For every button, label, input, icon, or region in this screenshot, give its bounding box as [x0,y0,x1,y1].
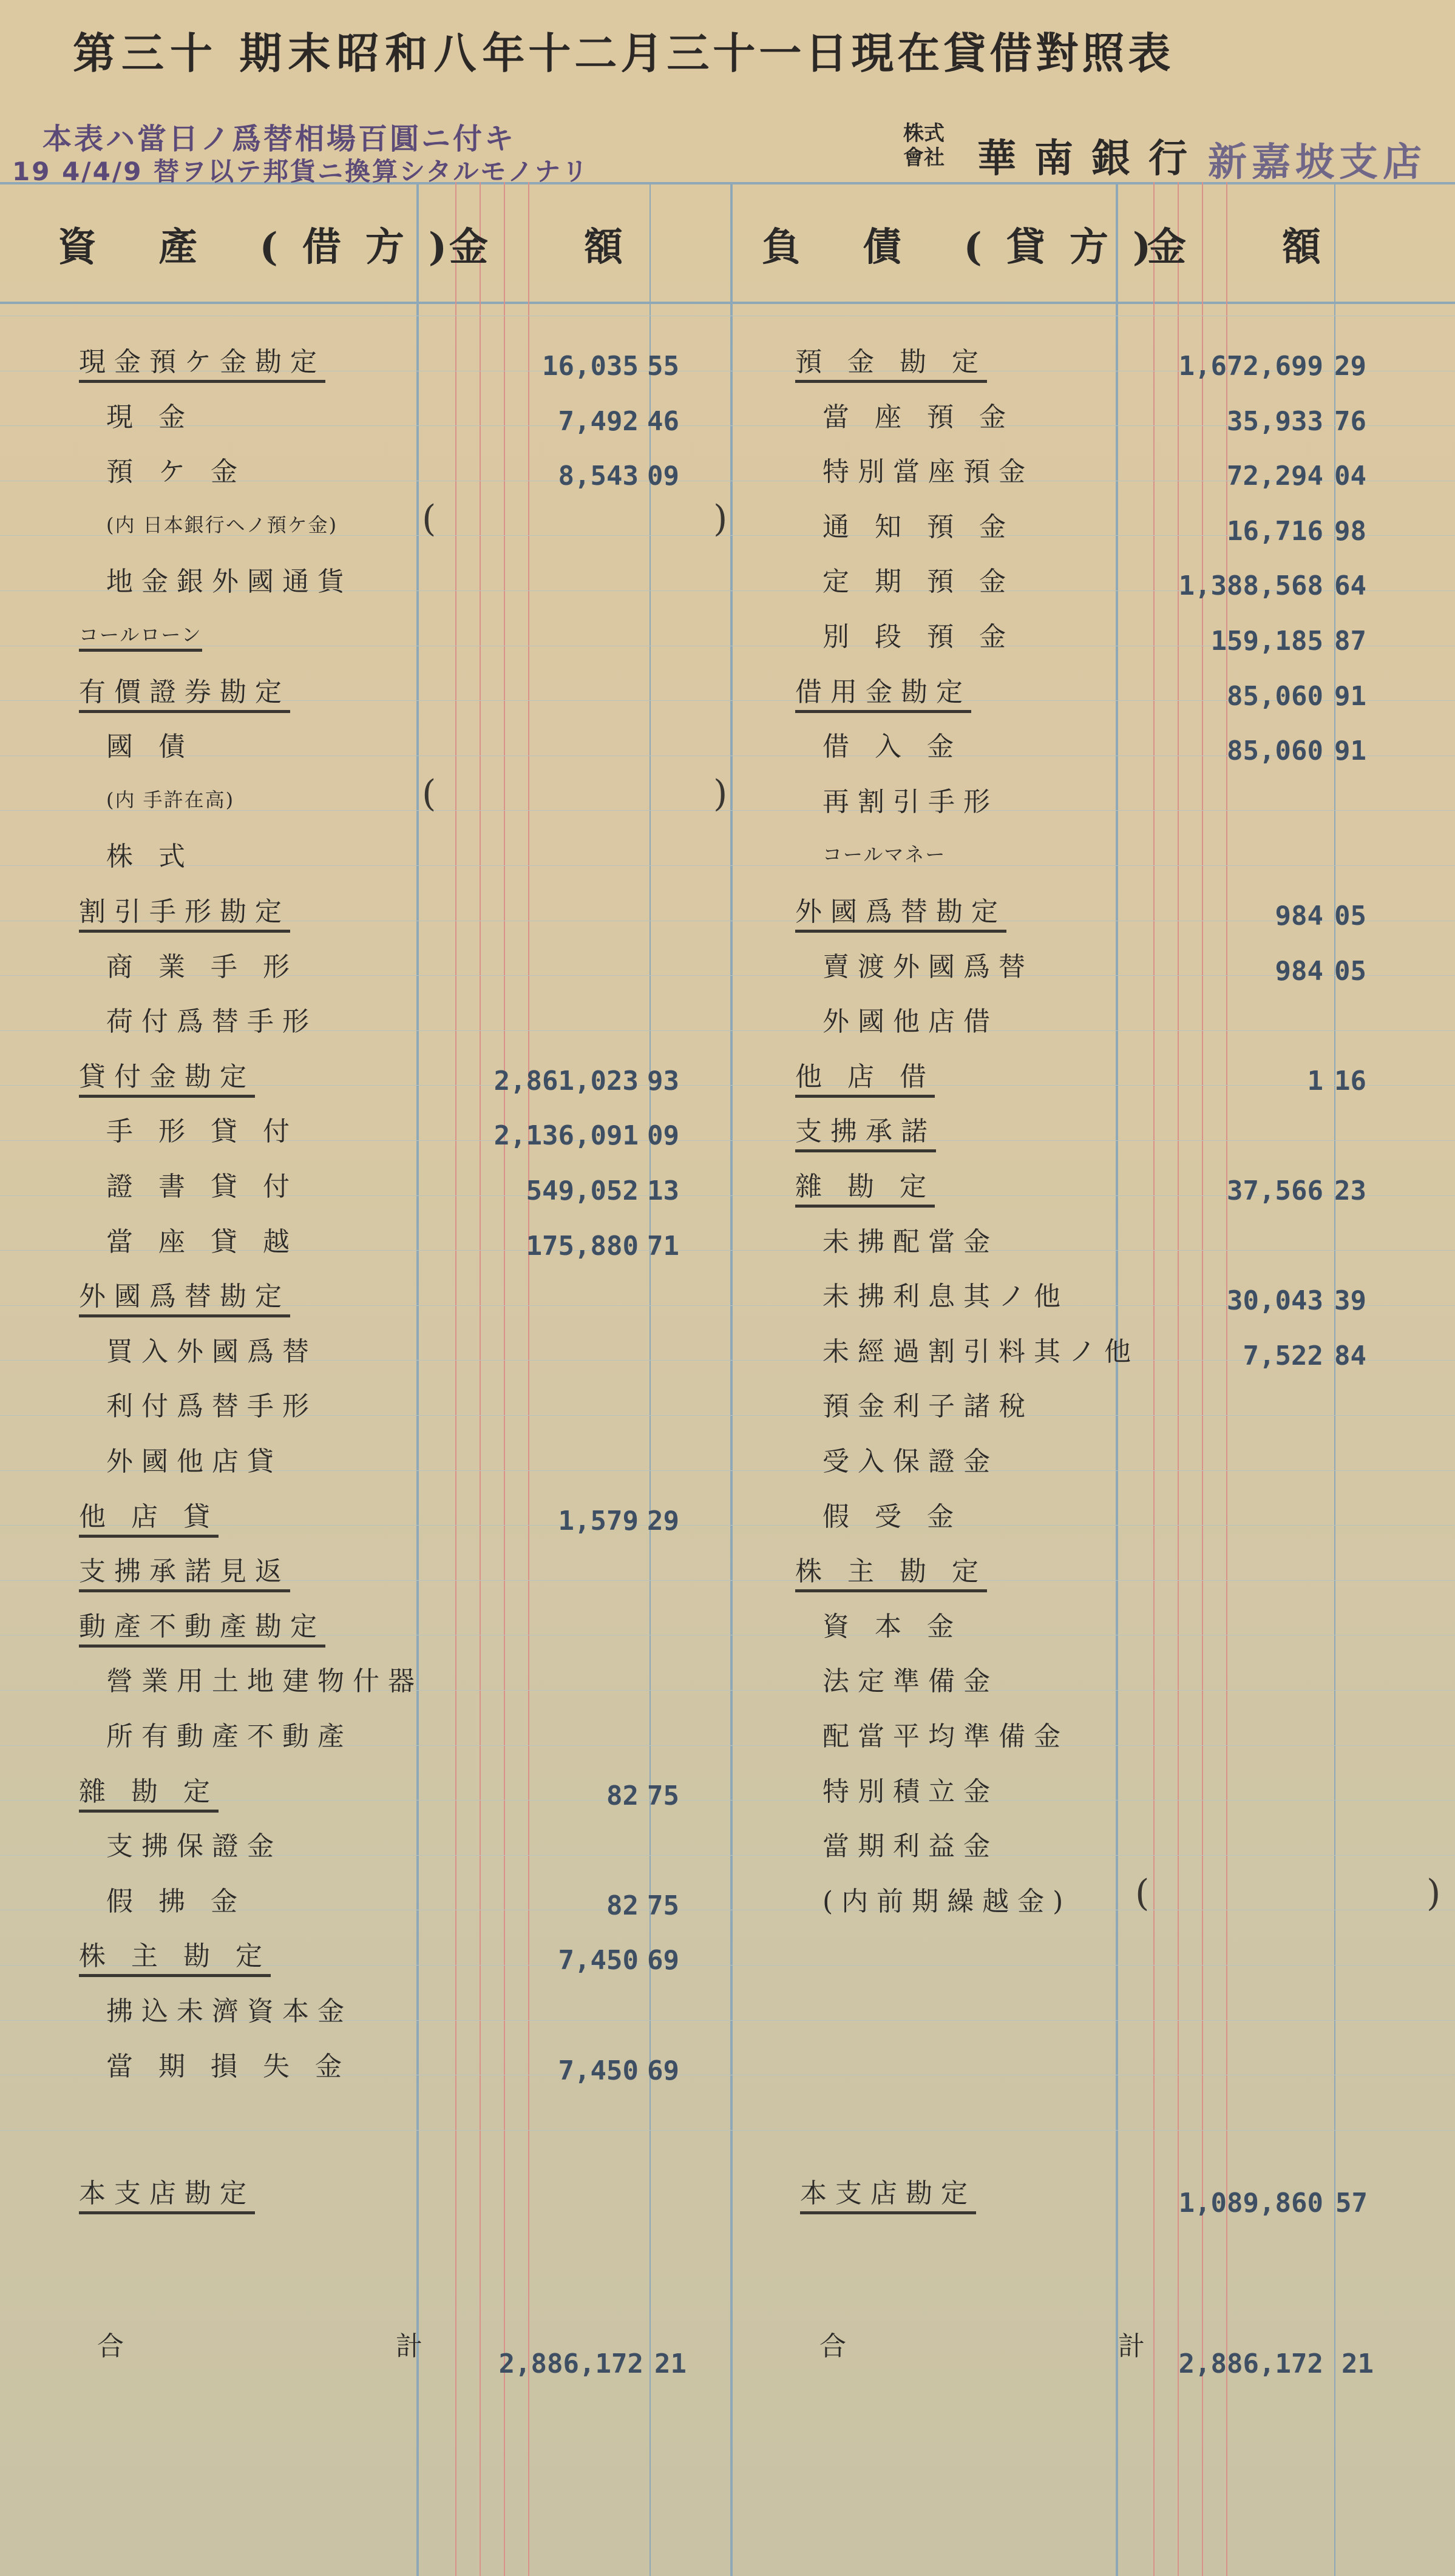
assets-branch-label: 本支店勘定 [79,2171,255,2214]
liabilities-total-label: 合 計 [819,2331,1218,2362]
assets-item-yen: 549,052 [526,1175,639,1206]
assets-item-yen: 2,861,023 [493,1065,639,1097]
row-rule [0,865,1455,866]
header-bottom-rule [0,302,1455,304]
open-paren: ( [422,772,436,815]
assets-item-label: 當 座 貸 越 [106,1226,298,1257]
assets-item-label: 假 拂 金 [106,1885,246,1917]
assets-item-label: 他 店 貸 [79,1495,219,1538]
assets-item-yen: 7,450 [558,2055,639,2086]
liabilities-item-label: 再割引手形 [822,786,999,817]
liabilities-item-sen: 91 [1334,735,1366,767]
col-divider [730,182,733,2576]
exchange-note-line2: 19 4/4/9 替ヲ以テ邦貨ニ換算シタルモノナリ [12,157,589,186]
assets-item-label: 現 金 [106,401,194,433]
liabilities-item-label: 他 店 借 [795,1055,935,1098]
assets-total-sen: 21 [654,2348,687,2379]
assets-item-sen: 46 [647,405,679,437]
col-rule-red [455,182,456,2576]
assets-item-label: 支拂承諾見返 [79,1549,290,1592]
liabilities-item-yen: 85,060 [1227,735,1323,767]
assets-item-label: 割引手形勘定 [79,890,290,933]
liabilities-item-label: 預 金 勘 定 [795,340,987,383]
liabilities-item-label: 資 本 金 [822,1611,962,1642]
title-part: 年十二月三十一日現在貸借對照表 [482,28,1175,78]
assets-item-sen: 69 [647,2055,679,2086]
assets-item-label: 支拂保證金 [106,1831,282,1862]
liabilities-item-label: 支拂承諾 [795,1109,936,1152]
liabilities-item-yen: 35,933 [1227,405,1323,437]
liabilities-item-label: 受入保證金 [822,1446,999,1477]
assets-item-label: 國 債 [106,731,194,763]
title-part: 第三十 期末昭和 [73,28,434,78]
assets-item-label: (内 手許在高) [106,788,235,811]
assets-item-yen: 1,579 [558,1505,639,1536]
assets-item-yen: 7,450 [558,1945,639,1976]
liabilities-item-label: 定 期 預 金 [822,566,1014,598]
liabilities-item-label: 別 段 預 金 [822,621,1014,652]
liabilities-item-label: 借 入 金 [822,731,962,763]
liabilities-header: 負 債 (貸方) [762,225,1176,270]
assets-item-sen: 13 [647,1175,679,1206]
assets-item-sen: 29 [647,1505,679,1536]
liabilities-item-sen: 39 [1334,1285,1366,1317]
col-rule-yen-sen [649,182,651,2576]
assets-amount-header: 金 額 [449,225,629,270]
open-paren: ( [1135,1871,1150,1915]
assets-item-label: 證 書 貸 付 [106,1171,298,1202]
assets-item-label: 有價證券勘定 [79,670,290,713]
liabilities-item-yen: 30,043 [1227,1285,1323,1317]
liabilities-item-label: 外國爲替勘定 [795,890,1006,933]
liabilities-total-sen: 21 [1341,2348,1374,2379]
liabilities-item-sen: 76 [1334,405,1366,437]
assets-total-label: 合 計 [97,2331,495,2362]
liabilities-item-label: 當 座 預 金 [822,401,1014,433]
bank-name: 華南銀行 [977,136,1206,181]
liabilities-item-label: 借用金勘定 [795,670,971,713]
liabilities-item-sen: 05 [1334,955,1366,987]
assets-total-yen: 2,886,172 [498,2348,643,2379]
document-title [73,19,1174,81]
assets-item-label: 拂込未濟資本金 [106,1996,353,2027]
assets-header: 資 產 (借方) [58,225,472,270]
liabilities-item-label: 法定準備金 [822,1666,999,1697]
company-type-top: 株式 [903,121,945,146]
assets-item-label: 營業用土地建物什器 [106,1666,423,1697]
liabilities-item-label: コールマネー [822,843,946,867]
liabilities-item-label: 特別當座預金 [822,456,1034,488]
liabilities-item-sen: 91 [1334,680,1366,712]
assets-item-sen: 93 [647,1065,679,1097]
assets-item-label: 手 形 貸 付 [106,1116,298,1148]
assets-item-label: 現金預ケ金勘定 [79,340,325,383]
assets-item-yen: 8,543 [558,461,639,492]
liabilities-branch-yen: 1,089,860 [1178,2188,1323,2219]
assets-item-sen: 55 [647,351,679,382]
liabilities-item-yen: 1 [1307,1065,1323,1097]
liabilities-item-label: 株 主 勘 定 [795,1549,987,1592]
liabilities-item-yen: 85,060 [1227,680,1323,712]
assets-item-label: (内 日本銀行ヘノ預ケ金) [106,513,338,536]
assets-item-label: 商 業 手 形 [106,951,298,982]
col-divider [416,182,419,2576]
liabilities-item-sen: 64 [1334,570,1366,602]
assets-item-label: 地金銀外國通貨 [106,566,353,598]
liabilities-item-yen: 16,716 [1227,515,1323,547]
liabilities-item-label: 當期利益金 [822,1831,999,1862]
assets-item-sen: 09 [647,461,679,492]
liabilities-item-label: 未經過割引料其ノ他 [822,1336,1139,1367]
assets-item-yen: 7,492 [558,405,639,437]
col-rule-red [480,182,481,2576]
assets-item-yen: 82 [606,1890,639,1921]
assets-item-label: 外國他店貸 [106,1446,282,1477]
liabilities-amount-header: 金 額 [1147,225,1327,270]
assets-item-label: コールローン [79,620,202,652]
liabilities-item-yen: 984 [1275,955,1323,987]
liabilities-branch-sen: 57 [1335,2188,1368,2219]
liabilities-item-yen: 1,672,699 [1178,351,1323,382]
assets-item-yen: 175,880 [526,1230,639,1262]
row-rule [0,2130,1455,2131]
assets-item-label: 荷付爲替手形 [106,1006,317,1038]
assets-item-label: 株 主 勘 定 [79,1934,271,1977]
open-paren: ( [422,497,436,540]
liabilities-item-yen: 984 [1275,901,1323,931]
company-type-bottom: 會社 [903,146,945,170]
assets-item-label: 株 式 [106,841,194,873]
liabilities-item-label: 雜 勘 定 [795,1165,935,1208]
assets-item-sen: 69 [647,1945,679,1976]
liabilities-item-label: 外國他店借 [822,1006,999,1038]
liabilities-total-yen: 2,886,172 [1178,2348,1323,2379]
liabilities-item-sen: 16 [1334,1065,1366,1097]
liabilities-item-sen: 04 [1334,461,1366,492]
liabilities-item-label: (内前期繰越金) [822,1885,1072,1917]
assets-item-label: 買入外國爲替 [106,1336,317,1367]
assets-item-label: 雜 勘 定 [79,1770,219,1813]
liabilities-item-label: 賣渡外國爲替 [822,951,1034,982]
branch-stamp: 新嘉坡支店 [1208,140,1426,185]
assets-item-sen: 75 [647,1780,679,1811]
liabilities-item-sen: 05 [1334,901,1366,931]
close-paren: ) [1426,1871,1441,1915]
liabilities-item-label: 配當平均準備金 [822,1721,1069,1752]
liabilities-item-yen: 1,388,568 [1178,570,1323,602]
title-year: 八 [433,28,483,78]
liabilities-item-sen: 87 [1334,626,1366,657]
liabilities-item-label: 假 受 金 [822,1501,962,1532]
assets-item-sen: 71 [647,1230,679,1262]
close-paren: ) [713,772,728,815]
liabilities-item-sen: 29 [1334,351,1366,382]
company-type [903,121,945,170]
liabilities-item-sen: 23 [1334,1175,1366,1206]
assets-item-label: 貸付金勘定 [79,1055,255,1098]
close-paren: ) [713,497,728,540]
col-rule-red [504,182,505,2576]
liabilities-item-yen: 159,185 [1210,626,1323,657]
assets-item-yen: 2,136,091 [493,1120,639,1152]
assets-item-label: 動產不動產勘定 [79,1604,325,1648]
liabilities-item-label: 預金利子諸稅 [822,1391,1034,1422]
assets-item-yen: 82 [606,1780,639,1811]
liabilities-item-label: 特別積立金 [822,1776,999,1807]
exchange-note-line1: 本表ハ當日ノ爲替相場百圓ニ付キ [42,122,517,156]
assets-item-sen: 75 [647,1890,679,1921]
liabilities-item-sen: 98 [1334,515,1366,547]
liabilities-item-yen: 37,566 [1227,1175,1323,1206]
liabilities-item-label: 未拂配當金 [822,1226,999,1257]
col-rule-red [528,182,529,2576]
liabilities-item-yen: 72,294 [1227,461,1323,492]
liabilities-item-yen: 7,522 [1243,1340,1323,1371]
assets-item-sen: 09 [647,1120,679,1152]
assets-item-label: 當 期 損 失 金 [106,2050,350,2082]
assets-item-label: 預 ケ 金 [106,456,246,488]
liabilities-item-sen: 84 [1334,1340,1366,1371]
liabilities-item-label: 通 知 預 金 [822,511,1014,543]
liabilities-branch-label: 本支店勘定 [800,2171,976,2214]
assets-item-label: 所有動產不動產 [106,1721,353,1752]
liabilities-item-label: 未拂利息其ノ他 [822,1281,1069,1313]
assets-item-yen: 16,035 [542,351,639,382]
assets-item-label: 利付爲替手形 [106,1391,317,1422]
assets-item-label: 外國爲替勘定 [79,1274,290,1317]
